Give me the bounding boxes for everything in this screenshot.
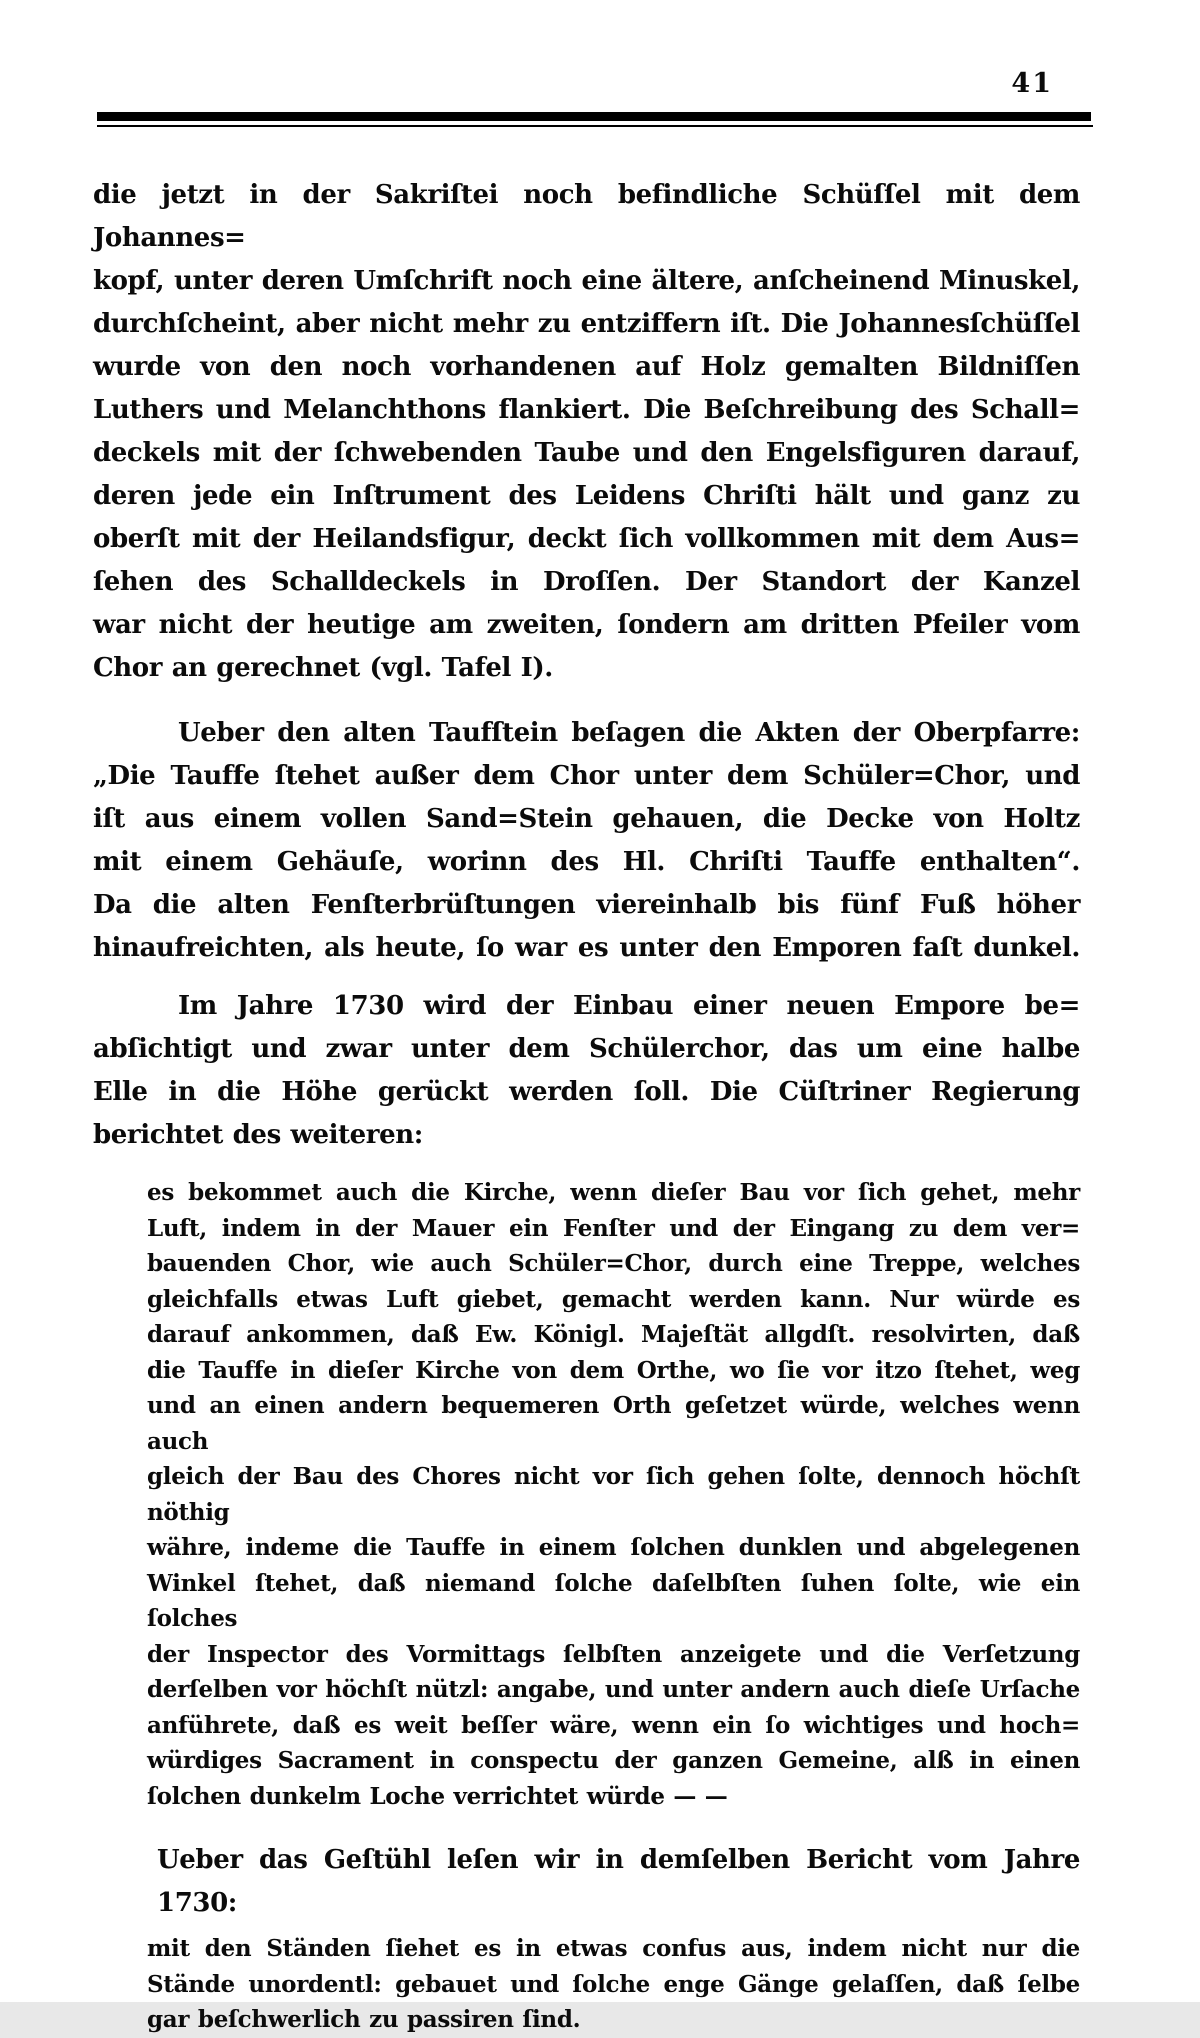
text-line: gleichfalls etwas Luft giebet, gemacht werden kann. Nur würde es <box>147 1285 1080 1313</box>
text-line: derſelben vor höchſt nützl: angabe, und unter andern auch dieſe Urſache <box>147 1676 1080 1703</box>
text-line: darauf ankommen, daß Ew. Königl. Majeſtät allgdſt. resolvirten, daß <box>147 1321 1080 1348</box>
header-rule-thick <box>97 112 1091 121</box>
text-line: deckels mit der ſchwebenden Taube und den Engelsfiguren darauf, <box>93 438 1080 468</box>
text-line: währe, indeme die Tauffe in einem ſolchen dunklen und abgelegenen <box>147 1534 1080 1561</box>
text-line: gar beſchwerlich zu passiren ſind. <box>147 2006 581 2033</box>
text-line: ſolchen dunkelm Loche verrichtet würde — — <box>147 1782 728 1810</box>
paragraph-3 <box>93 985 1080 1157</box>
page-text-block <box>93 174 1080 2038</box>
text-line: Winkel ſtehet, daß niemand ſolche daſelbſten ſuhen ſolte, wie ein ſolches <box>147 1569 1080 1632</box>
block-quote-1730-report <box>147 1175 1080 1814</box>
text-line: Ueber das Geſtühl leſen wir in demſelben Bericht vom Jahre 1730: <box>157 1845 1080 1918</box>
text-line: Ueber den alten Taufſtein beſagen die Akten der Oberpfarre: <box>178 718 1080 748</box>
text-line: Stände unordentl: gebauet und ſolche enge Gänge gelaſſen, daß ſelbe <box>147 1970 1080 1998</box>
text-line: deren jede ein Inſtrument des Leidens Chriſti hält und ganz zu <box>93 481 1080 511</box>
header-rule-thin <box>97 125 1093 127</box>
text-line: durchſcheint, aber nicht mehr zu entziffern iſt. Die Johannesſchüſſel <box>93 309 1080 339</box>
paragraph-1 <box>93 174 1080 690</box>
text-line: die Tauffe in dieſer Kirche von dem Orthe, wo ſie vor itzo ſtehet, weg <box>147 1356 1080 1384</box>
text-line: bauenden Chor, wie auch Schüler=Chor, durch eine Treppe, welches <box>147 1250 1080 1277</box>
text-line: abſichtigt und zwar unter dem Schülerchor, das um eine halbe <box>93 1034 1080 1064</box>
text-line: kopf, unter deren Umſchrift noch eine ältere, anſcheinend Minuskel, <box>93 266 1080 296</box>
page-number: 41 <box>1011 68 1053 99</box>
text-line: hinaufreichten, als heute, ſo war es unter den Emporen faſt dunkel. <box>93 933 1080 963</box>
text-line: es bekommet auch die Kirche, wenn dieſer Bau vor ſich gehet, mehr <box>147 1179 1080 1206</box>
text-line: der Inspector des Vormittags ſelbſten anzeigete und die Verſetzung <box>147 1640 1080 1668</box>
text-line: „Die Tauffe ſtehet außer dem Chor unter dem Schüler=Chor, und <box>93 761 1080 791</box>
text-line: wurde von den noch vorhandenen auf Holz gemalten Bildniſſen <box>93 352 1080 382</box>
text-line: iſt aus einem vollen Sand=Stein gehauen, die Decke von Holtz <box>93 804 1080 834</box>
text-line: war nicht der heutige am zweiten, ſondern am dritten Pfeiler vom <box>93 610 1080 640</box>
text-line: Im Jahre 1730 wird der Einbau einer neuen Empore be= <box>178 991 1080 1021</box>
paragraph-2 <box>93 712 1080 970</box>
section-heading-gestuehl <box>93 1839 1080 1925</box>
text-line: Luft, indem in der Mauer ein Fenſter und der Eingang zu dem ver= <box>147 1214 1080 1242</box>
text-line: mit einem Gehäuſe, worinn des Hl. Chriſti Tauffe enthalten“. <box>93 847 1080 877</box>
text-line: oberſt mit der Heilandsfigur, deckt ſich vollkommen mit dem Aus= <box>93 524 1080 554</box>
text-line: ſehen des Schalldeckels in Droſſen. Der Standort der Kanzel <box>93 567 1080 597</box>
text-line: Elle in die Höhe gerückt werden ſoll. Die Cüſtriner Regierung <box>93 1077 1080 1107</box>
text-line: Luthers und Melanchthons flankiert. Die Beſchreibung des Schall= <box>93 395 1080 425</box>
text-line: gleich der Bau des Chores nicht vor ſich gehen ſolte, dennoch höchſt nöthig <box>147 1463 1080 1526</box>
text-line: anführete, daß es weit beſſer wäre, wenn ein ſo wichtiges und hoch= <box>147 1711 1080 1739</box>
text-line: Chor an gerechnet (vgl. Tafel I). <box>93 653 553 683</box>
text-line: Da die alten Fenſterbrüſtungen viereinhalb bis fünf Fuß höher <box>93 890 1080 920</box>
text-line: und an einen andern bequemeren Orth geſetzet würde, welches wenn auch <box>147 1392 1080 1455</box>
text-line: mit den Ständen ſiehet es in etwas confus aus, indem nicht nur die <box>147 1935 1080 1962</box>
text-line: berichtet des weiteren: <box>93 1120 423 1150</box>
text-line: würdiges Sacrament in conspectu der ganzen Gemeine, alß in einen <box>147 1747 1080 1774</box>
block-quote-gestuehl <box>147 1931 1080 2038</box>
text-line: die jetzt in der Sakriſtei noch befindliche Schüſſel mit dem Johannes= <box>93 180 1080 253</box>
